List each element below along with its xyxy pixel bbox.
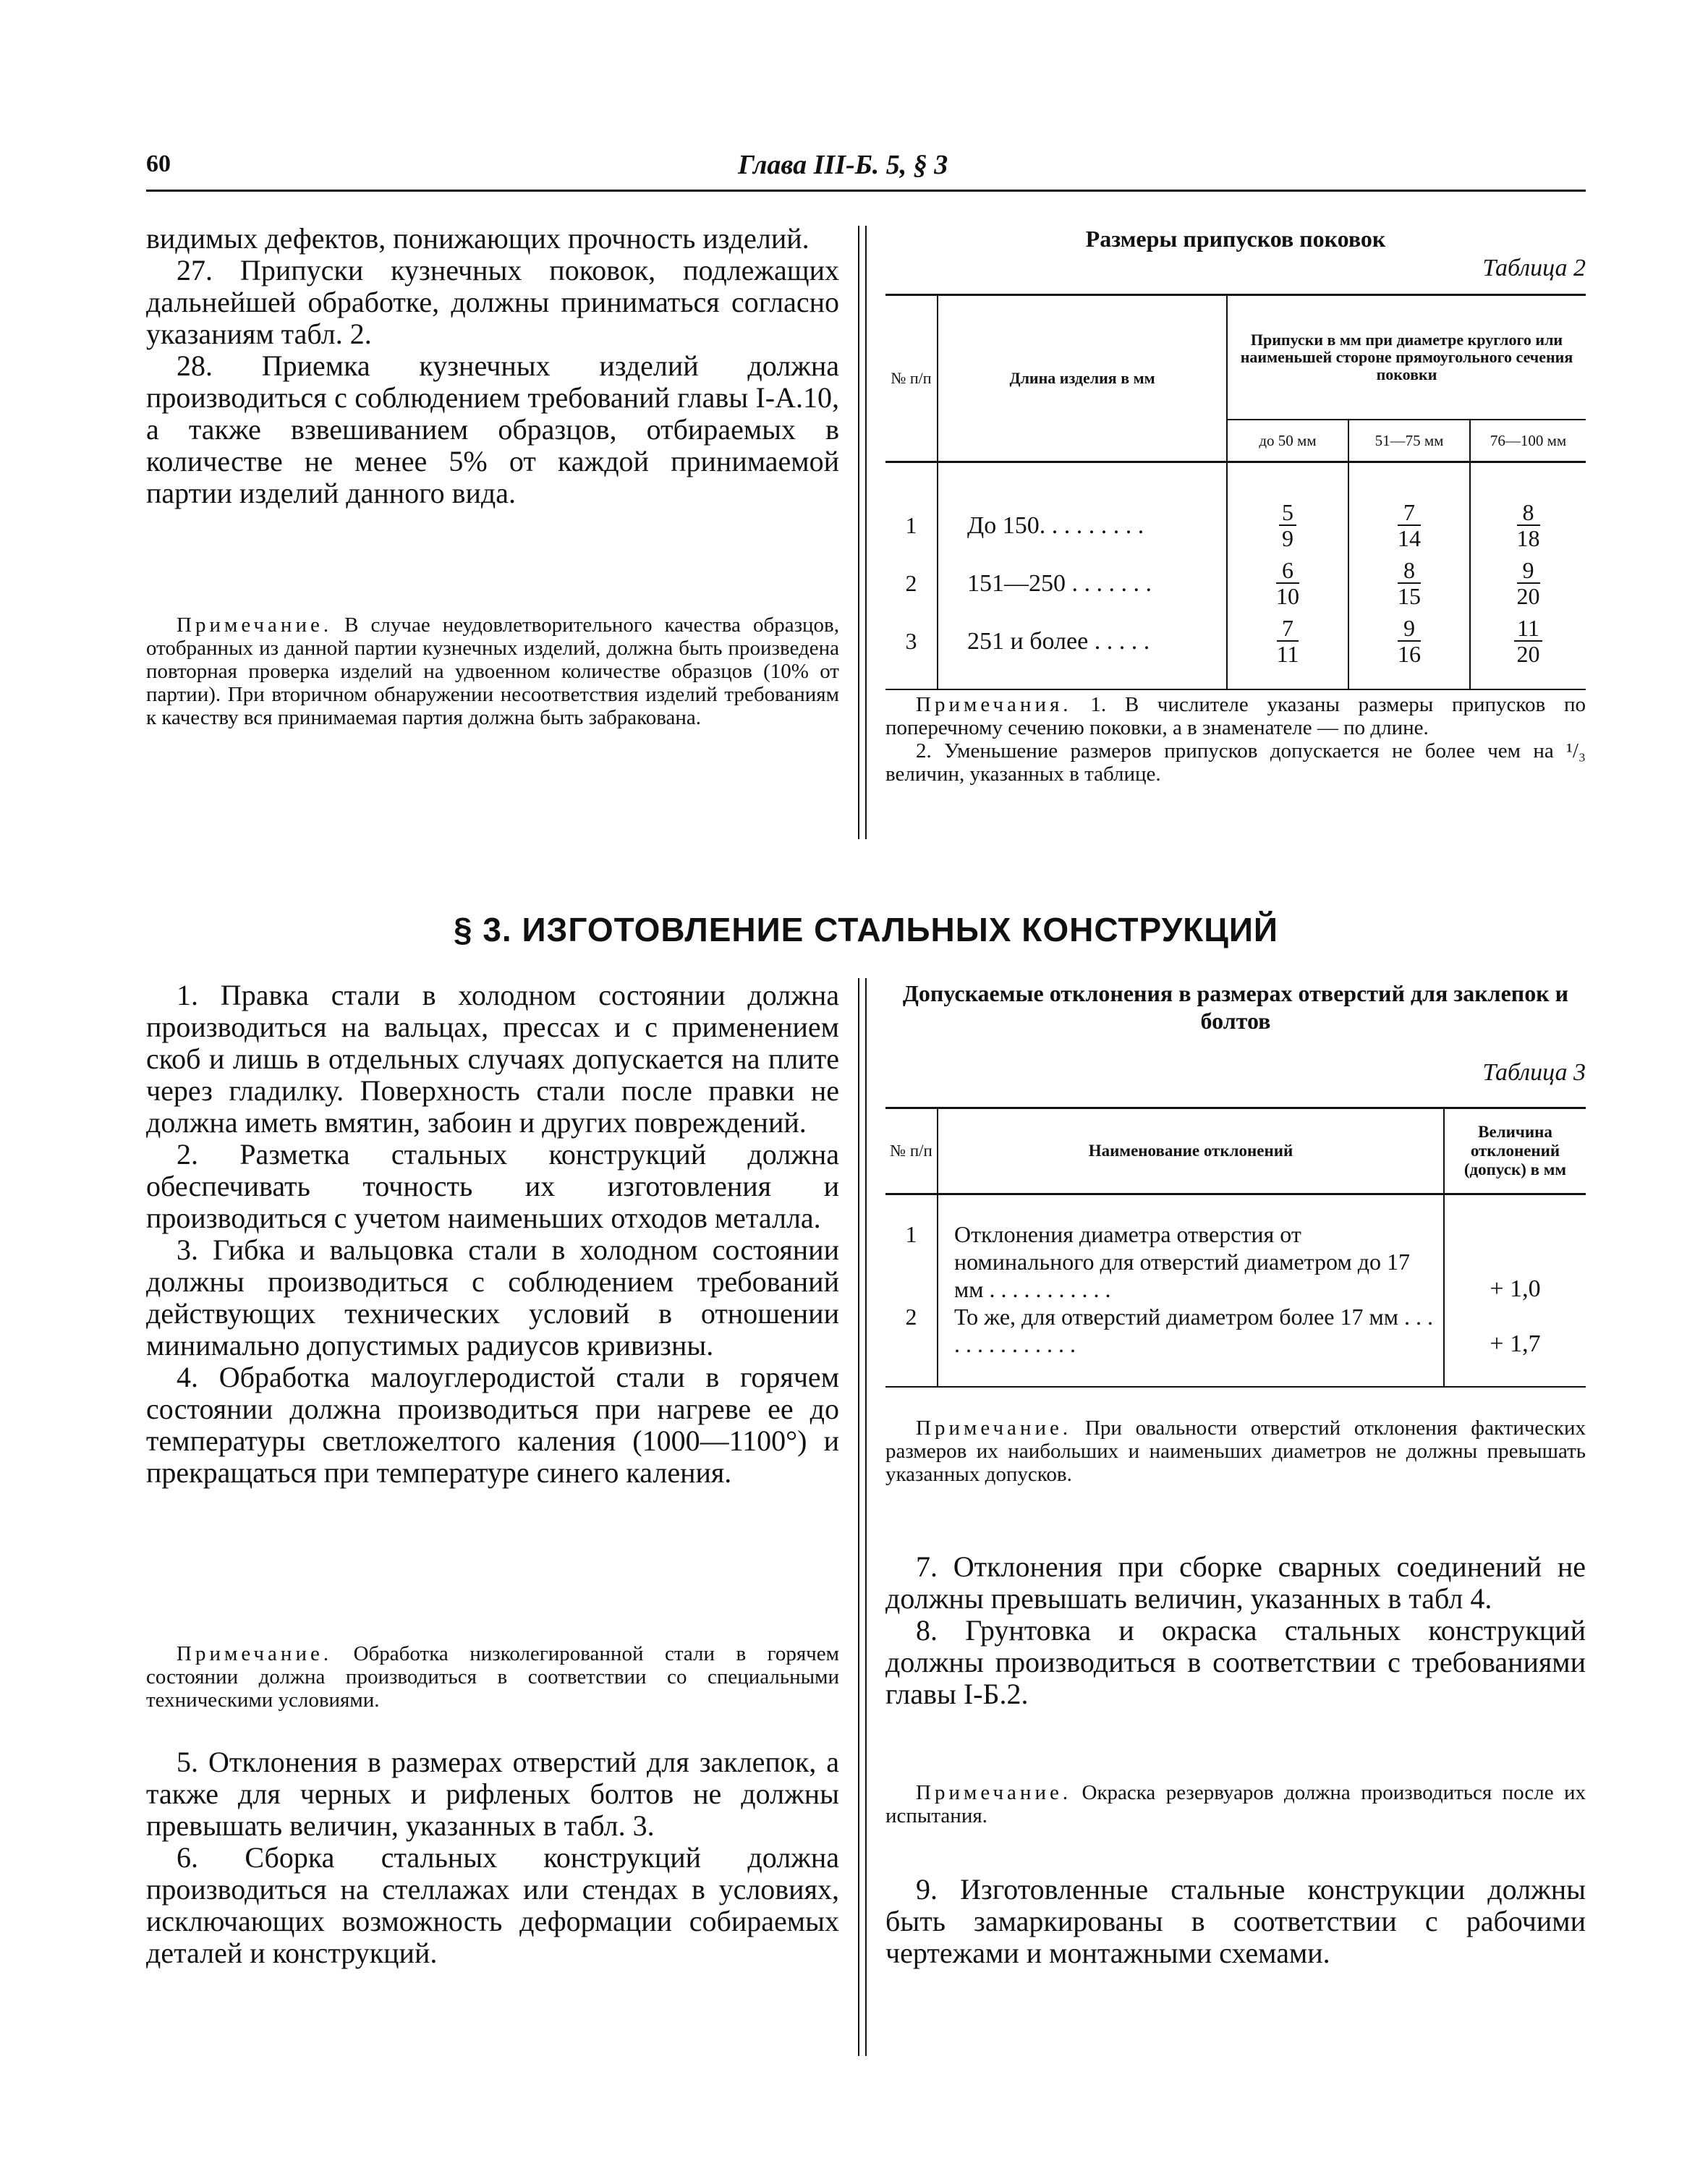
row-number: 2 [905, 570, 917, 596]
table-row [885, 1303, 1586, 1358]
fraction-value: $\frac{5}{9}$ [1279, 500, 1296, 551]
note-text: В случае неудовлетворительного качества образцов, отобранных из данной партии кузнечных изделий, должна быть произведена повторная проверка изделий на удвоенном количестве образцов (10% от партии). При вторичном обнаружении несоответствия изделий требованиям к качеству вся принимаемая партия должна быть забракована. [146, 613, 840, 729]
fraction-value: $\frac{9}{20}$ [1516, 556, 1540, 609]
column-separator-bottom [858, 978, 867, 2056]
row-number: 3 [905, 628, 917, 654]
paragraph-continued: видимых дефектов, понижающих прочность изделий. [146, 222, 810, 255]
row-text: Отклонения диаметра отверстия от номинального для отверстий диаметром до 17 мм . . . . . . . . . . . [938, 1220, 1444, 1303]
note-label: Примечание. [177, 613, 333, 637]
paragraph-2: 2. Разметка стальных конструкций должна обеспечивать точность их изготовления и производиться с учетом наименьших отходов металла. [146, 1138, 839, 1234]
note-bottom-left [146, 1642, 839, 1712]
row-number: 2 [905, 1303, 917, 1330]
table3-label: Таблица 3 [1482, 1059, 1586, 1086]
table2 [885, 294, 1586, 690]
row-number: 1 [905, 512, 917, 538]
note-bottom-right [885, 1781, 1586, 1827]
page-number: 60 [146, 150, 171, 177]
paragraph-6: 6. Сборка стальных конструкций должна производиться на стеллажах или стендах в условиях, исключающих возможность деформации собираемых деталей и конструкций. [146, 1841, 839, 1969]
fraction-value: $\frac{8}{15}$ [1398, 556, 1421, 609]
bottom-right-column [885, 1551, 1586, 1710]
table-row [885, 1220, 1586, 1303]
fraction-value: $\frac{7}{11}$ [1276, 614, 1299, 667]
paragraph-7: 7. Отклонения при сборке сварных соединений не должны превышать величин, указанных в табл 4. [885, 1550, 1586, 1615]
section-heading-wrap [146, 910, 1586, 949]
paragraph-5: 5. Отклонения в размерах отверстий для заклепок, а также для черных и рифленых болтов не должны превышать величин, указанных в табл. 3. [146, 1746, 839, 1842]
fraction-value: $\frac{9}{16}$ [1398, 614, 1421, 667]
notes-label: Примечания. [916, 693, 1072, 716]
row-length: До 150. . . . . . . . . [938, 497, 1227, 555]
row-length: 251 и более . . . . . [938, 613, 1227, 671]
note-1: 1. В числителе указаны размеры припусков по поперечному сечению поковки, а в знаменателе — по длине. [885, 693, 1586, 739]
note-text: При овальности отверстий отклонения фактических размеров их наибольших и наименьших диаметров не должны превышать указанных допусков. [885, 1416, 1586, 1486]
table-row [885, 555, 1586, 613]
table3-header-value: Величина отклонений (допуск) в мм [1444, 1108, 1586, 1194]
row-value: + 1,0 [1444, 1220, 1586, 1303]
table2-sub-header: 51—75 мм [1348, 420, 1470, 462]
fraction-value: $\frac{6}{10}$ [1276, 556, 1299, 609]
table3-header-num: № п/п [890, 1142, 932, 1160]
column-separator-top [858, 226, 867, 839]
table3 [885, 1107, 1586, 1388]
table2-header-num: № п/п [891, 369, 932, 387]
table3-title: Допускаемые отклонения в размерах отверстий для заклепок и болтов [902, 980, 1569, 1034]
note-text: Окраска резервуаров должна производиться после их испытания. [885, 1781, 1586, 1827]
table2-sub-header: до 50 мм [1227, 420, 1348, 462]
section-heading: § 3. ИЗГОТОВЛЕНИЕ СТАЛЬНЫХ КОНСТРУКЦИЙ [453, 911, 1278, 948]
paragraph-9: 9. Изготовленные стальные конструкции должны быть замаркированы в соответствии с рабочими чертежами и монтажными схемами. [885, 1873, 1586, 1969]
table2-header-allowance: Припуски в мм при диаметре круглого или наименьшей стороне прямоугольного сечения поковки [1227, 295, 1586, 420]
row-text: То же, для отверстий диаметром более 17 мм . . . . . . . . . . . . . . [938, 1303, 1444, 1358]
chapter-heading: Глава III-Б. 5, § 3 [738, 150, 948, 180]
header-rule [146, 190, 1586, 192]
table2-header-length: Длина изделия в мм [938, 295, 1227, 462]
paragraph-28: 28. Приемка кузнечных изделий должна производиться с соблюдением требований главы I-А.10, а также взвешиванием образцов, отбираемых в количестве не менее 5% от каждой принимаемой партии изделий данного вида. [146, 349, 839, 509]
paragraph-27: 27. Припуски кузнечных поковок, подлежащих дальнейшей обработке, должны приниматься согласно указаниям табл. 2. [146, 254, 839, 350]
note-label: Примечание. [916, 1781, 1072, 1804]
paragraph-1: 1. Правка стали в холодном состоянии должна производиться на вальцах, прессах и с применением скоб и лишь в отдельных случаях допускается на плите через гладилку. Поверхность стали после правки не должна иметь вмятин, забоин и других повреждений. [146, 979, 839, 1139]
row-length: 151—250 . . . . . . . [938, 555, 1227, 613]
note-text: Обработка низколегированной стали в горячем состоянии должна производиться в соответствии со специальными техническими условиями. [146, 1642, 839, 1712]
table2-label: Таблица 2 [1482, 255, 1586, 281]
bottom-left-column-continued [146, 1746, 839, 1969]
fraction-value: $\frac{8}{18}$ [1516, 498, 1540, 551]
table2-sub-header: 76—100 мм [1470, 420, 1586, 462]
table3-note [885, 1416, 1586, 1486]
bottom-right-column-continued [885, 1874, 1586, 1969]
note-label: Примечание. [177, 1642, 333, 1665]
paragraph-4: 4. Обработка малоуглеродистой стали в горячем состоянии должна производиться при нагреве ее до температуры светложелтого каления (1000—1100°) и прекращаться при температуре синего каления. [146, 1361, 839, 1489]
paragraph-3: 3. Гибка и вальцовка стали в холодном состоянии должны производиться с соблюдением требований действующих технических условий в отношении минимально допустимых радиусов кривизны. [146, 1233, 839, 1362]
bottom-left-column [146, 980, 839, 1489]
fraction-value: $\frac{7}{14}$ [1398, 498, 1421, 551]
paragraph-8: 8. Грунтовка и окраска стальных конструкций должны производиться в соответствии с требованиями главы I-Б.2. [885, 1614, 1586, 1710]
top-left-column [146, 223, 839, 509]
table-row [885, 497, 1586, 555]
note-2: 2. Уменьшение размеров припусков допускается не более чем на ¹/₃ величин, указанных в таблице. [885, 739, 1586, 786]
row-number: 1 [905, 1220, 917, 1247]
row-value: + 1,7 [1444, 1303, 1586, 1358]
table2-notes [885, 693, 1586, 786]
fraction-value: $\frac{11}{20}$ [1514, 616, 1542, 666]
note-label: Примечание. [916, 1416, 1072, 1440]
note-top-left [146, 613, 839, 729]
table3-header-name: Наименование отклонений [938, 1108, 1444, 1194]
table-row [885, 613, 1586, 671]
table2-title: Размеры припусков поковок [1085, 226, 1386, 252]
